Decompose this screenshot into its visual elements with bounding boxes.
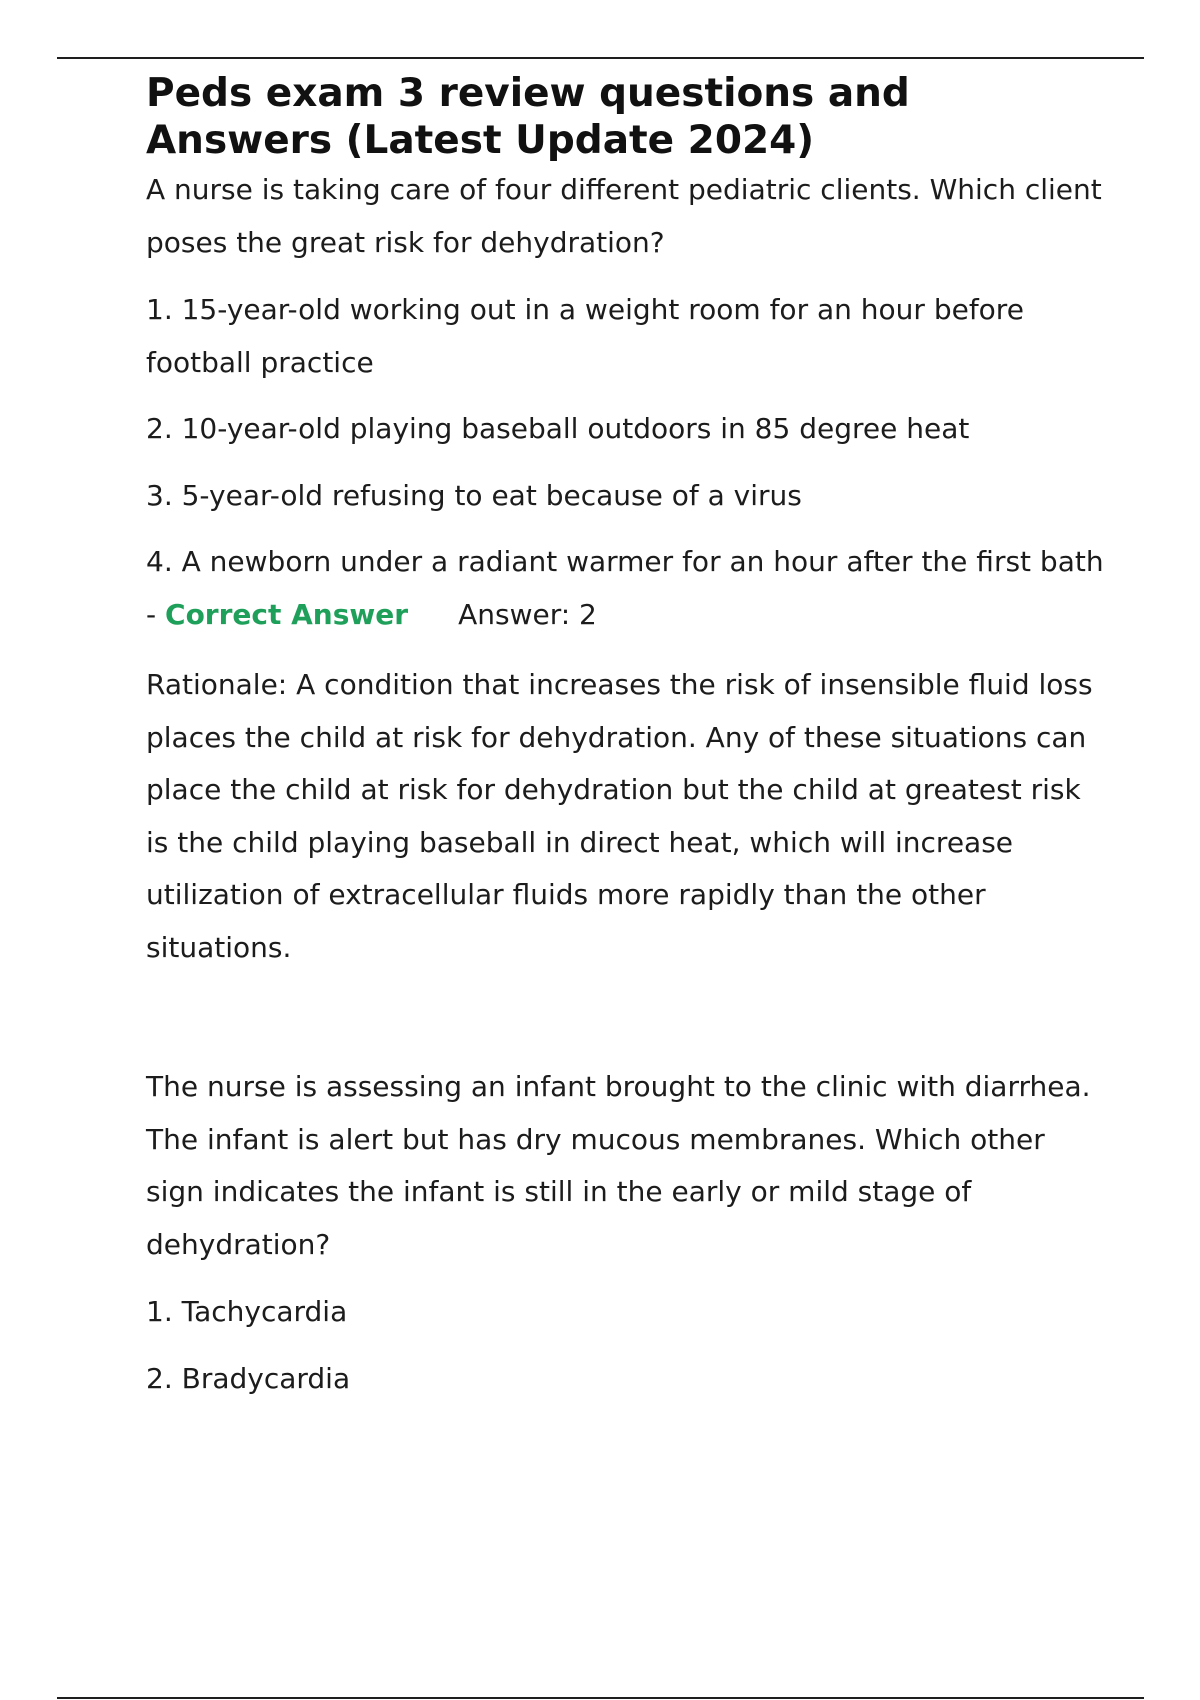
question-2-option-2: 2. Bradycardia — [146, 1361, 351, 1395]
bottom-rule — [57, 1697, 1144, 1699]
question-1-option-3: 3. 5-year-old refusing to eat because of a virus — [146, 478, 802, 512]
question-1-answer: Answer: 2 — [458, 597, 597, 631]
question-1-rationale: Rationale: A condition that increases the risk of insensible fluid loss places the child at risk for dehydration. Any of these situations can place the child at risk for dehydration but the child at greatest risk is the child playing baseball in direct heat, which will increase utilization of extracellular fluids more rapidly than the other situations. — [146, 668, 1093, 964]
question-1-option-1: 1. 15-year-old working out in a weight room for an hour before football practice — [146, 293, 1024, 379]
question-2-stem: The nurse is assessing an infant brought to the clinic with diarrhea. The infant is alert but has dry mucous membranes. Which other sign indicates the infant is still in the early or mild stage of dehydration? — [146, 1070, 1091, 1261]
document-title: Peds exam 3 review questions and Answers (Latest Update 2024) — [146, 71, 910, 163]
document-body — [146, 70, 1106, 1405]
correct-answer-label: Correct Answer — [165, 597, 409, 631]
question-1-stem: A nurse is taking care of four different pediatric clients. Which client poses the great risk for dehydration? — [146, 173, 1102, 259]
question-1-option-4 — [146, 536, 1106, 641]
question-1-option-4-text: 4. A newborn under a radiant warmer for an hour after the first bath - — [146, 545, 1104, 631]
question-2-option-1: 1. Tachycardia — [146, 1295, 348, 1328]
question-1-option-2: 2. 10-year-old playing baseball outdoors in 85 degree heat — [146, 412, 970, 445]
top-rule — [57, 57, 1144, 59]
